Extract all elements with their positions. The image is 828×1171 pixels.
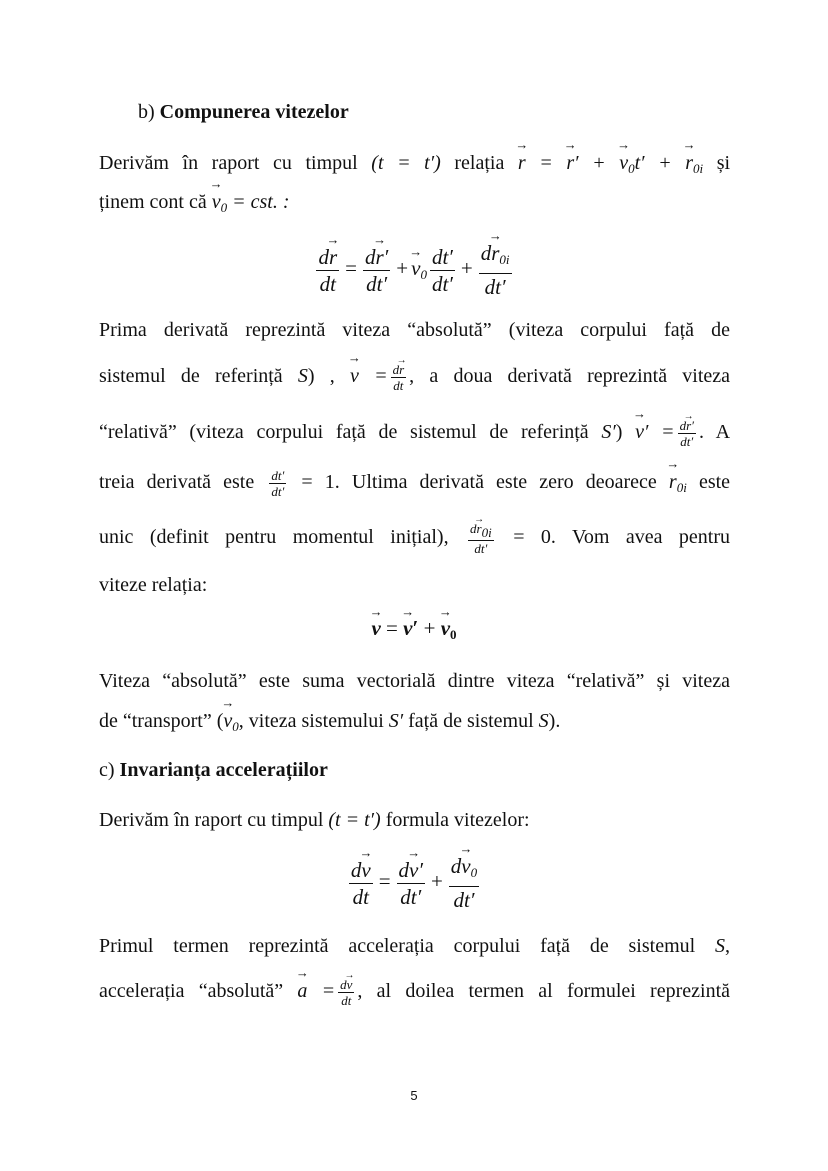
position-relation: → r = → r′ + → $v_0t'$ + → $r_{0i}$ — [518, 152, 703, 174]
paragraph-1-line-1: Derivăm în raport cu timpul (t = t′) relația → r = → r′ + → $v_0t'$ + → $r_{0i}$ și — [99, 149, 730, 183]
paragraph-3-line-1: Viteza “absolută” este suma vectorială dintre viteza “relativă” și viteza — [99, 670, 730, 692]
equation-velocity-composition: → v = → v′ + → $v_0$ — [0, 616, 828, 643]
equation-acceleration-derivative: $\frac{d\to v}{dt}$ = $\frac{d\to v'}{dt'}$ + $\frac{d\to v_0}{dt'}$ — [0, 853, 828, 913]
paragraph-3-line-2: de “transport” (→ $v_0$, viteza sistemului S′ față de sistemul S). — [99, 707, 730, 741]
paragraph-2-line-5: unic (definit pentru momentul inițial), $\frac{d\to r_{0i}}{dt'}$ = 0. Vom avea pentru — [99, 521, 730, 556]
section-b-title: Compunerea vitezelor — [159, 101, 349, 123]
section-c-label: c) — [99, 759, 115, 781]
paragraph-1-line-2: ținem cont că → $v_0$ = cst. : — [99, 188, 730, 222]
page-number: 5 — [410, 1088, 418, 1103]
paragraph-2-line-4: treia derivată este $\frac{dt'}{dt'}$ = 1. Ultima derivată este zero deoarece → $r_{0i}$ este — [99, 468, 730, 502]
time-equality: (t = t′) — [371, 152, 441, 174]
paragraph-5-line-1: Primul termen reprezintă accelerația corpului față de sistemul S, — [99, 935, 731, 957]
equation-velocity-derivative: $\frac{d\to r}{dt}$ = $\frac{d\to r'}{dt'}$ +→ $v_0$ $\frac{dt'}{dt'}$ + $\frac{d\to r_{0i}}{dt'}$ — [0, 240, 828, 300]
paragraph-2-line-3: “relativă” (viteza corpului față de sistemul de referință S′) → v′ = $\frac{d\to r'}{dt'}$ . A — [99, 418, 730, 449]
paragraph-2-line-2: sistemul de referință S) , → v = $\frac{d\to r}{dt}$ , a doua derivată reprezintă viteza — [99, 362, 730, 393]
paragraph-4-line-1: Derivăm în raport cu timpul (t = t′) formula vitezelor: — [99, 809, 530, 831]
paragraph-5-line-2: accelerația “absolută” → a = $\frac{d\to v}{dt}$ , al doilea termen al formulei reprezintă — [99, 977, 730, 1008]
section-b-label: b) — [138, 101, 155, 123]
section-c-title: Invarianța accelerațiilor — [119, 759, 328, 781]
paragraph-2-line-1: Prima derivată reprezintă viteza “absolută” (viteza corpului față de — [99, 319, 730, 341]
paragraph-2-line-6: viteze relația: — [99, 574, 208, 596]
section-b-heading — [138, 98, 769, 126]
section-c-heading — [99, 756, 730, 784]
